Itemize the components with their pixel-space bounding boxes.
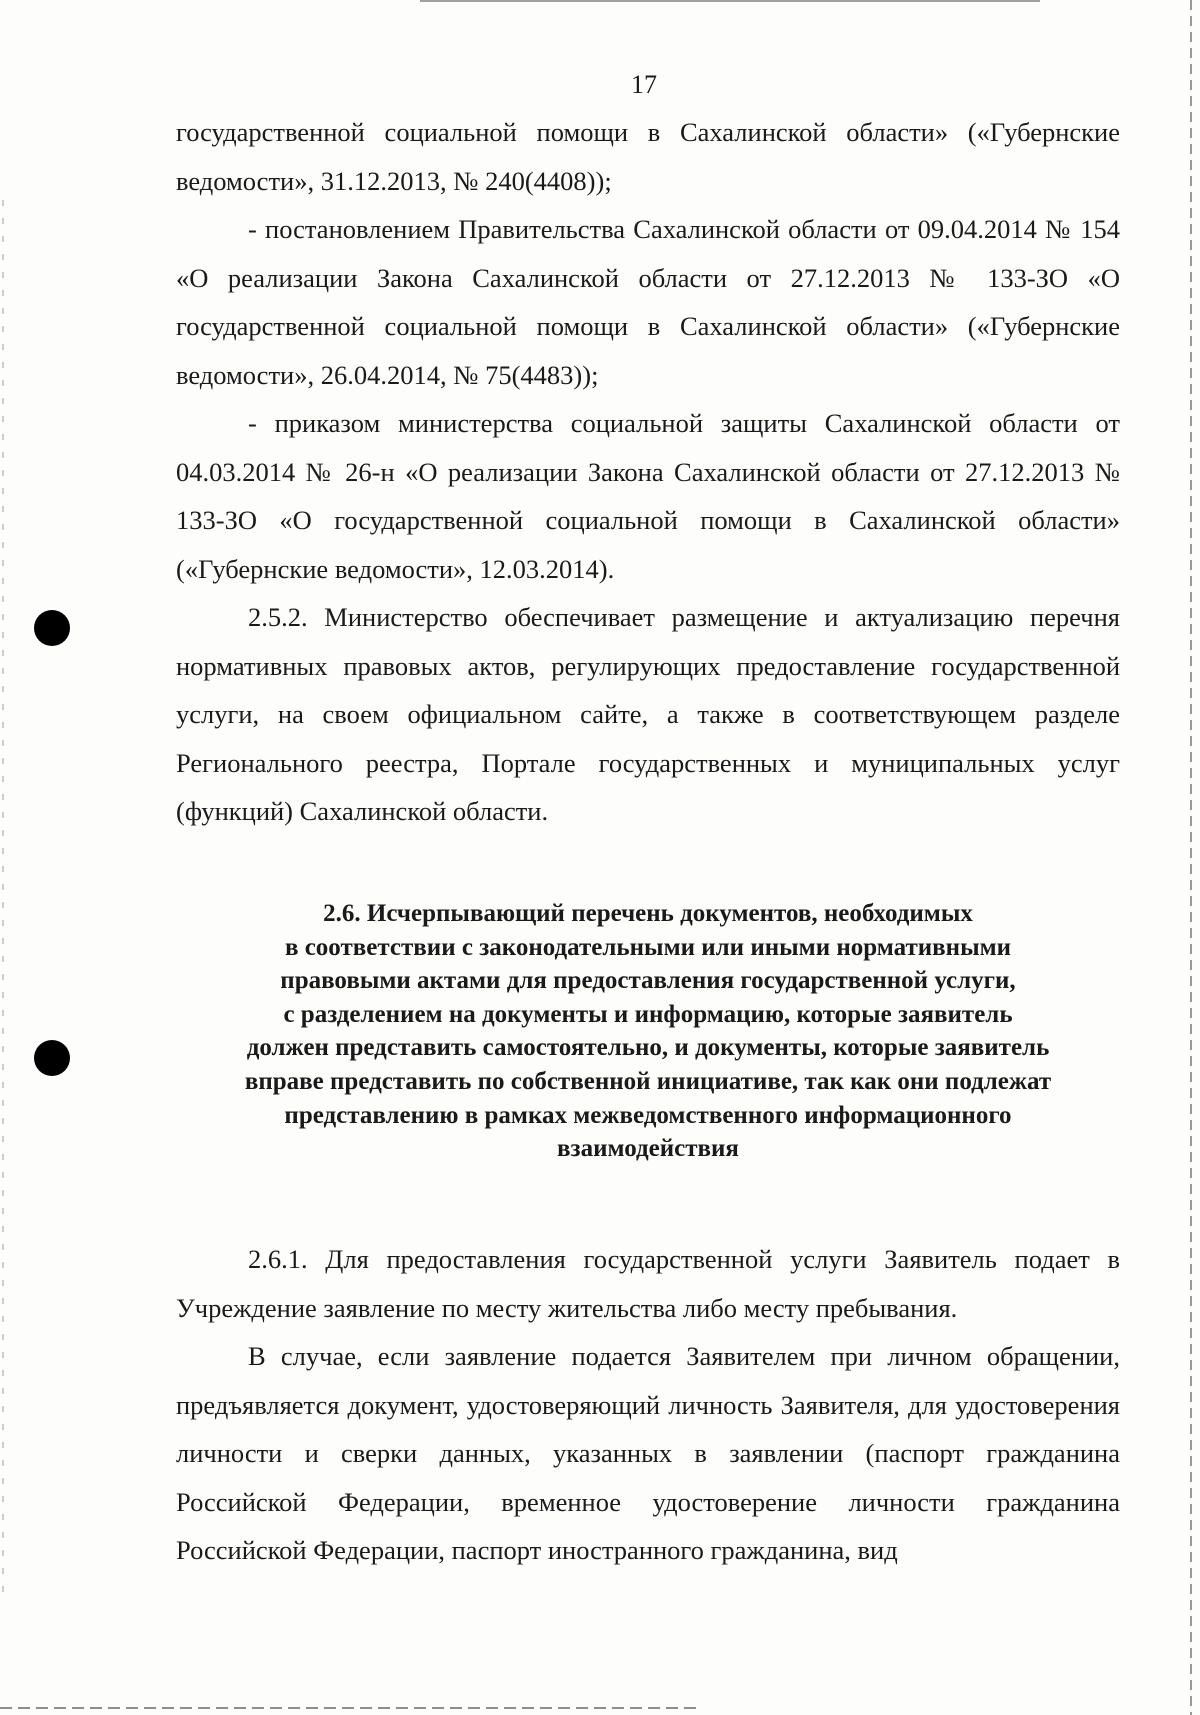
- body-text-bottom: [176, 1235, 1120, 1575]
- heading-line: вправе представить по собственной инициативе, так как они подлежат: [244, 1067, 1052, 1095]
- heading-line: взаимодействия: [557, 1135, 739, 1163]
- punch-hole-icon: [34, 1040, 70, 1076]
- scan-edge-right: [1190, 0, 1192, 1715]
- body-text-top: [176, 108, 1120, 836]
- scan-edge-bottom: [0, 1707, 700, 1709]
- paragraph: - постановлением Правительства Сахалинской области от 09.04.2014 № 154 «О реализации Закона Сахалинской области от 27.12.2013 № 133-ЗО «О государственной социальной помощи в Сахалинской области» («Губернские ведомости», 26.04.2014, № 75(4483));: [176, 214, 1120, 390]
- page-number: 17: [631, 70, 657, 99]
- scan-edge-top: [420, 0, 1040, 2]
- paragraph: 2.5.2. Министерство обеспечивает размещение и актуализацию перечня нормативных правовых актов, регулирующих предоставление государственной услуги, на своем официальном сайте, а также в соответствующем разделе Регионального реестра, Портале государственных и муниципальных услуг (функций) Сахалинской области.: [176, 602, 1120, 826]
- paragraph: В случае, если заявление подается Заявителем при личном обращении, предъявляется документ, удостоверяющий личность Заявителя, для удостоверения личности и сверки данных, указанных в заявлении (паспорт гражданина Российской Федерации, временное удостоверение личности гражданина Российской Федерации, паспорт иностранного гражданина, вид: [176, 1341, 1120, 1565]
- heading-line: правовыми актами для предоставления государственной услуги,: [280, 967, 1016, 995]
- paragraph: государственной социальной помощи в Сахалинской области» («Губернские ведомости», 31.12.2013, № 240(4408));: [176, 117, 1120, 196]
- heading-line: в соответствии с законодательными или иными нормативными: [284, 933, 1012, 961]
- section-heading: [176, 897, 1120, 1166]
- paragraph: - приказом министерства социальной защиты Сахалинской области от 04.03.2014 № 26-н «О реализации Закона Сахалинской области от 27.12.2013 № 133-ЗО «О государственной социальной помощи в Сахалинской области» («Губернские ведомости», 12.03.2014).: [176, 408, 1120, 584]
- heading-line: представлению в рамках межведомственного информационного: [284, 1101, 1012, 1129]
- scan-edge-left: [2, 200, 4, 1600]
- heading-line: 2.6. Исчерпывающий перечень документов, необходимых: [323, 900, 973, 927]
- punch-hole-icon: [34, 610, 70, 646]
- paragraph: 2.6.1. Для предоставления государственной услуги Заявитель подает в Учреждение заявление по месту жительства либо месту пребывания.: [176, 1244, 1120, 1323]
- heading-line: должен представить самостоятельно, и документы, которые заявитель: [246, 1034, 1050, 1062]
- heading-line: с разделением на документы и информацию, которые заявитель: [283, 1000, 1013, 1028]
